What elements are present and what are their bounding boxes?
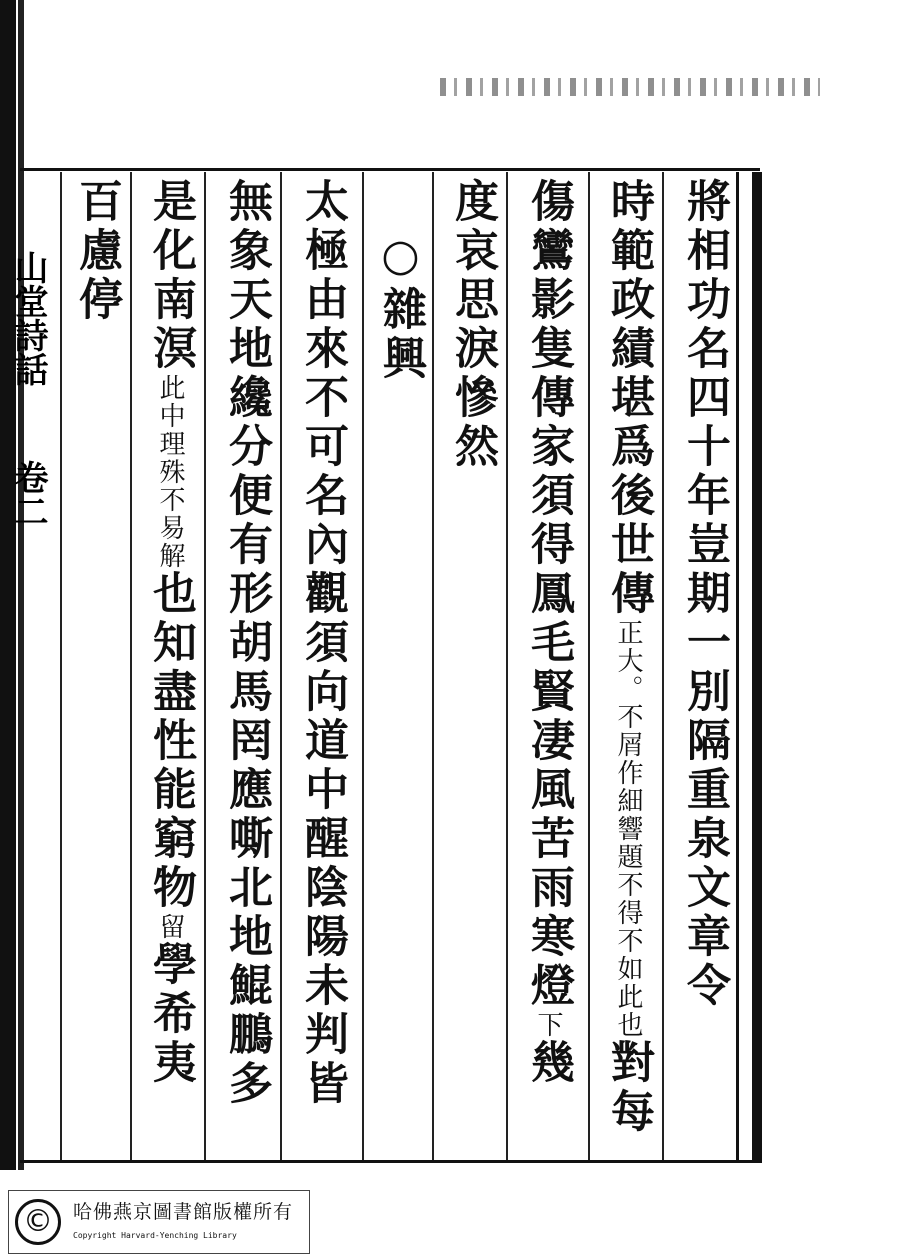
text-column-1 xyxy=(672,178,736,1011)
frame-right-border xyxy=(736,172,739,1162)
copyright-icon: © xyxy=(15,1199,61,1245)
column-text-cont: 對 xyxy=(603,1039,654,1088)
column-rule xyxy=(662,172,664,1160)
text-column-3 xyxy=(516,178,580,1088)
column-rule xyxy=(588,172,590,1160)
section-heading: ○雜興 xyxy=(375,230,426,384)
annotation-note: 正大。不屑作細響題不得不如此也 xyxy=(613,619,643,1039)
copyright-chinese: 哈佛燕京圖書館版權所有 xyxy=(73,1201,294,1223)
column-tail: 多 xyxy=(221,1060,272,1109)
frame-top-border xyxy=(20,168,760,171)
text-column-2 xyxy=(596,178,660,1137)
annotation-note: 下 xyxy=(533,1011,563,1039)
column-text: 傷鸞影隻傳家須得鳳毛賢凄風苦雨寒燈 xyxy=(523,178,574,1011)
column-rule xyxy=(362,172,364,1160)
text-column-4 xyxy=(440,178,504,472)
book-spine-edge xyxy=(18,0,24,1170)
column-tail: 每 xyxy=(603,1088,654,1137)
column-rule xyxy=(432,172,434,1160)
column-rule xyxy=(130,172,132,1160)
frame-right-thick-border xyxy=(752,172,762,1162)
annotation-note: 此中理殊不易解 xyxy=(155,374,185,570)
column-tail: 令 xyxy=(679,962,730,1011)
column-text: 將相功名四十年豈期一別隔重泉文章 xyxy=(679,178,730,962)
copyright-box xyxy=(8,1190,310,1254)
column-rule xyxy=(60,172,62,1160)
column-tail: 皆 xyxy=(297,1060,348,1109)
text-column-5-heading xyxy=(368,230,432,384)
column-text-cont: 也知盡性能窮物 xyxy=(145,570,196,913)
text-column-8 xyxy=(138,178,202,1088)
ink-bleed-marks xyxy=(440,78,820,96)
copyright-english: Copyright Harvard-Yenching Library xyxy=(73,1231,237,1240)
column-text: 度哀思淚慘然 xyxy=(447,178,498,472)
column-tail: 幾 xyxy=(523,1039,574,1088)
column-text: 太極由來不可名內觀須向道中醒陰陽未判 xyxy=(297,178,348,1060)
column-text: 無象天地纔分便有形胡馬罔應嘶北地鯤鵬 xyxy=(221,178,272,1060)
text-column-7 xyxy=(214,178,278,1109)
text-column-9 xyxy=(64,178,128,325)
column-text: 百慮停 xyxy=(71,178,122,325)
column-rule xyxy=(204,172,206,1160)
column-text: 是化南溟 xyxy=(145,178,196,374)
column-text: 時範政績堪爲後世傳 xyxy=(603,178,654,619)
column-rule xyxy=(280,172,282,1160)
frame-bottom-border xyxy=(20,1160,762,1163)
column-rule xyxy=(506,172,508,1160)
book-spine-shadow xyxy=(0,0,16,1170)
column-tail: 學希夷 xyxy=(145,941,196,1088)
text-column-6 xyxy=(290,178,354,1109)
annotation-note: 留 xyxy=(155,913,185,941)
margin-volume: 卷二 xyxy=(8,460,48,528)
margin-title: 山堂詩話 xyxy=(8,250,48,386)
